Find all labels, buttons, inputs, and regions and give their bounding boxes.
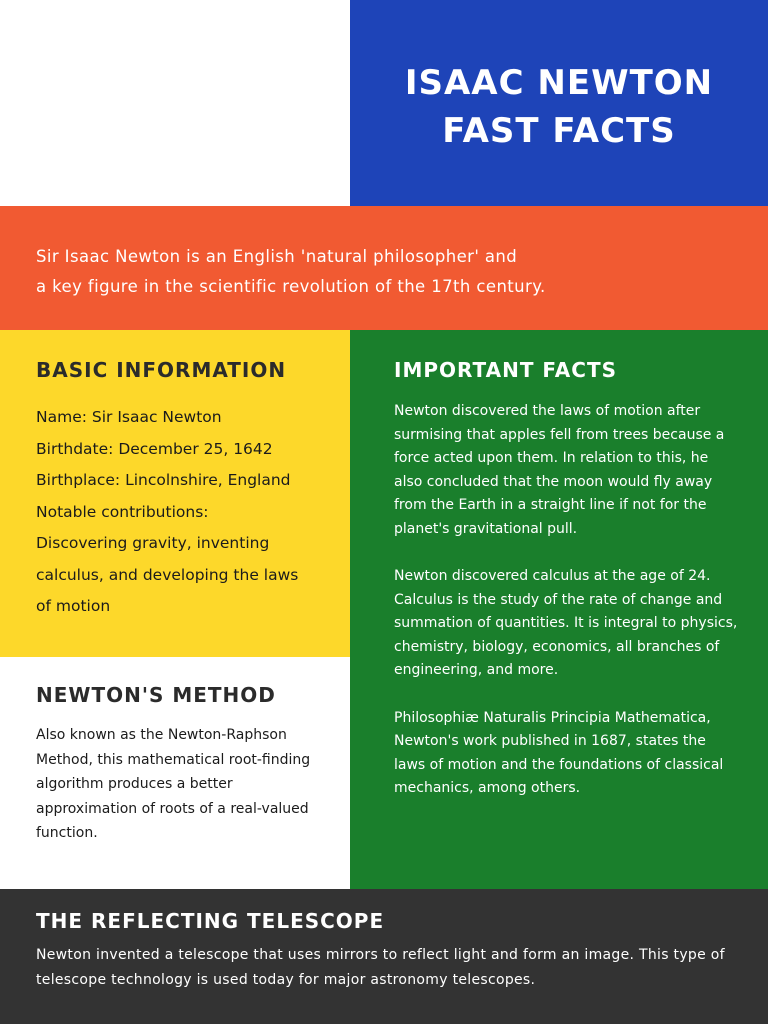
important-facts-heading: IMPORTANT FACTS bbox=[394, 358, 617, 382]
newtons-method-body: Also known as the Newton-Raphson Method, this mathematical root-finding algorithm produces a better approximation of roots of a real-valued function. bbox=[36, 727, 311, 841]
info-name: Name: Sir Isaac Newton bbox=[36, 408, 222, 426]
info-birthplace: Birthplace: Lincolnshire, England bbox=[36, 471, 291, 489]
fact-calculus: Newton discovered calculus at the age of 24. Calculus is the study of the rate of change and summation of quantities. It is integral to physics, chemistry, biology, economics, all branches of engineering, and more. bbox=[394, 568, 738, 678]
basic-information-section bbox=[0, 330, 350, 657]
important-facts-section bbox=[350, 330, 768, 889]
info-contributions-line-3: of motion bbox=[36, 597, 111, 615]
intro-text-line-1: Sir Isaac Newton is an English 'natural philosopher' and bbox=[36, 247, 518, 266]
reflecting-telescope-heading: THE REFLECTING TELESCOPE bbox=[36, 909, 385, 933]
intro-band bbox=[0, 206, 768, 330]
basic-information-list bbox=[36, 402, 330, 623]
fact-laws-of-motion: Newton discovered the laws of motion after surmising that apples fell from trees because a force acted upon them. In relation to this, he also concluded that the moon would fly away from the Earth in a straight line if not for the planet's gravitational pull. bbox=[394, 403, 725, 537]
reflecting-telescope-section bbox=[0, 889, 768, 1024]
newtons-method-section bbox=[0, 657, 350, 889]
info-contributions-label: Notable contributions: bbox=[36, 502, 209, 521]
page-title-line-1: ISAAC NEWTON bbox=[404, 63, 714, 103]
info-contributions-line-2: calculus, and developing the laws bbox=[36, 565, 299, 584]
info-contributions-line-1: Discovering gravity, inventing bbox=[36, 534, 270, 552]
basic-information-heading: BASIC INFORMATION bbox=[36, 358, 287, 382]
title-block bbox=[350, 0, 768, 206]
fact-principia: Philosophiæ Naturalis Principia Mathematica, Newton's work published in 1687, states the laws of motion and the foundations of classical mechanics, among others. bbox=[394, 709, 724, 796]
info-birthdate: Birthdate: December 25, 1642 bbox=[36, 439, 273, 458]
newtons-method-heading: NEWTON'S METHOD bbox=[36, 683, 276, 707]
reflecting-telescope-body: Newton invented a telescope that uses mirrors to reflect light and form an image. This type of telescope technology is used today for major astronomy telescopes. bbox=[36, 947, 725, 988]
page-title-line-2: FAST FACTS bbox=[442, 111, 676, 151]
intro-text-line-2: a key figure in the scientific revolution of the 17th century. bbox=[36, 277, 546, 296]
